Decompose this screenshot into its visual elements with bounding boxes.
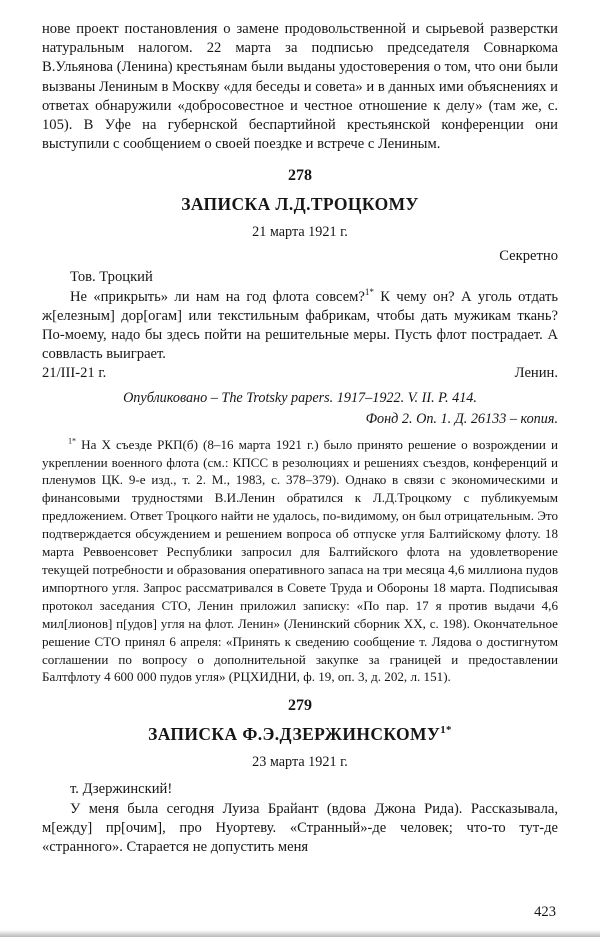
- document-278-section: [42, 166, 558, 686]
- doc-279-number: 279: [288, 697, 312, 715]
- doc-278-signature-row: [42, 364, 558, 383]
- doc-278-title: ЗАПИСКА Л.Д.ТРОЦКОМУ: [181, 194, 419, 215]
- doc-278-date: 21 марта 1921 г.: [252, 224, 348, 241]
- doc-279-date: 23 марта 1921 г.: [252, 754, 348, 771]
- scan-edge-artifact: [0, 930, 600, 937]
- doc-278-body: [42, 288, 558, 365]
- doc-278-body-part-2: К чему он? А уголь отдать ж[елезным] дор[огам] или текстильным фабрикам, чтобы дать мужикам ткань? По-моему, надо бы здесь пойти на решительные меры. Пусть флот пострадает. А соввласть выиграет.: [42, 288, 559, 363]
- doc-279-title-text: ЗАПИСКА Ф.Э.ДЗЕРЖИНСКОМУ: [148, 724, 441, 745]
- doc-278-footnote: [42, 436, 558, 687]
- doc-278-footnote-text: На X съезде РКП(б) (8–16 марта 1921 г.) было принято решение о возрождении и укреплении военного флота (см.: КПСС в резолюциях и решениях съездов, конференций и пленумов ЦК. 9-е изд., т. 2. М., 1983, с. 378–379). Однако в связи с экономическими и финансовыми трудностями В.И.Ленин обратился к Л.Д.Троцкому с публикуемым предложением. Ответ Троцкого найти не удалось, по-видимому, он был отрицательным. Это подтверждается обсуждением и решением вопроса об отпуске угля Балтийскому флоту. 18 марта Реввоенсовет Республики запросил для Балтийского флота на удовлетворение текущей потребности и образования оперативного запаса на три месяца 4,6 миллиона пудов импортного угля. Запрос рассматривался в Совете Труда и Обороны 18 марта. Подписывая протокол заседания СТО, Ленин приложил записку: «По пар. 17 я против выдачи 4,6 мил[лионов] п[удов] угля на флот. Ленин» (Ленинский сборник XX, с. 198). Окончательное решение СТО принял 6 апреля: «Принять к сведению сообщение т. Лядова о достигнутом соглашении по вопросу о дополнительной закупке за границей и предоставлении Балтфлоту 4 600 000 пудов угля» (РЦХИДНИ, ф. 19, оп. 3, д. 202, л. 151).: [42, 436, 558, 685]
- footnote-marker: 1*: [68, 436, 77, 446]
- intro-paragraph: нове проект постановления о замене продовольственной и сырьевой разверстки натуральным налогом. 22 марта за подписью председателя Совнаркома В.Ульянова (Ленина) крестьянам были выданы удостоверения о том, что они были вызваны Лениным в Москву «для беседы и совета» и в данных ими объяснениях и ответах обнаружили «добросовестное и честное отношение к делу» (там же, с. 105). В Уфе на губернской беспартийной крестьянской конференции они выступили с сообщением о своей поездке и встрече с Лениным.: [42, 21, 558, 153]
- footnote-reference-mark: 1*: [440, 724, 452, 737]
- doc-278-archive-reference: Фонд 2. Оп. 1. Д. 26133 – копия.: [365, 410, 558, 427]
- doc-278-signature: Ленин.: [514, 365, 558, 382]
- doc-279-salutation: т. Дзержинский!: [70, 781, 173, 798]
- footnote-reference-mark: 1*: [364, 286, 374, 297]
- doc-279-title: [42, 723, 558, 746]
- doc-278-date-signature: 21/III-21 г.: [42, 365, 107, 382]
- page-number: 423: [528, 904, 556, 921]
- doc-278-secrecy-label: Секретно: [499, 248, 558, 265]
- doc-279-body: У меня была сегодня Луиза Брайант (вдова Джона Рида). Рассказывала, м[ежду] пр[очим], про Нуортеву. «Странный»-де человек; что-то тут-де «странного». Старается не допустить меня: [42, 800, 558, 855]
- doc-278-body-part-1: Не «прикрыть» ли нам на год флота совсем?: [70, 288, 365, 305]
- doc-278-publication-note: Опубликовано – The Trotsky papers. 1917–1922. V. II. P. 414.: [123, 389, 477, 406]
- document-279-section: [42, 696, 558, 857]
- doc-278-number: 278: [288, 167, 312, 185]
- doc-278-salutation: Тов. Троцкий: [70, 269, 153, 286]
